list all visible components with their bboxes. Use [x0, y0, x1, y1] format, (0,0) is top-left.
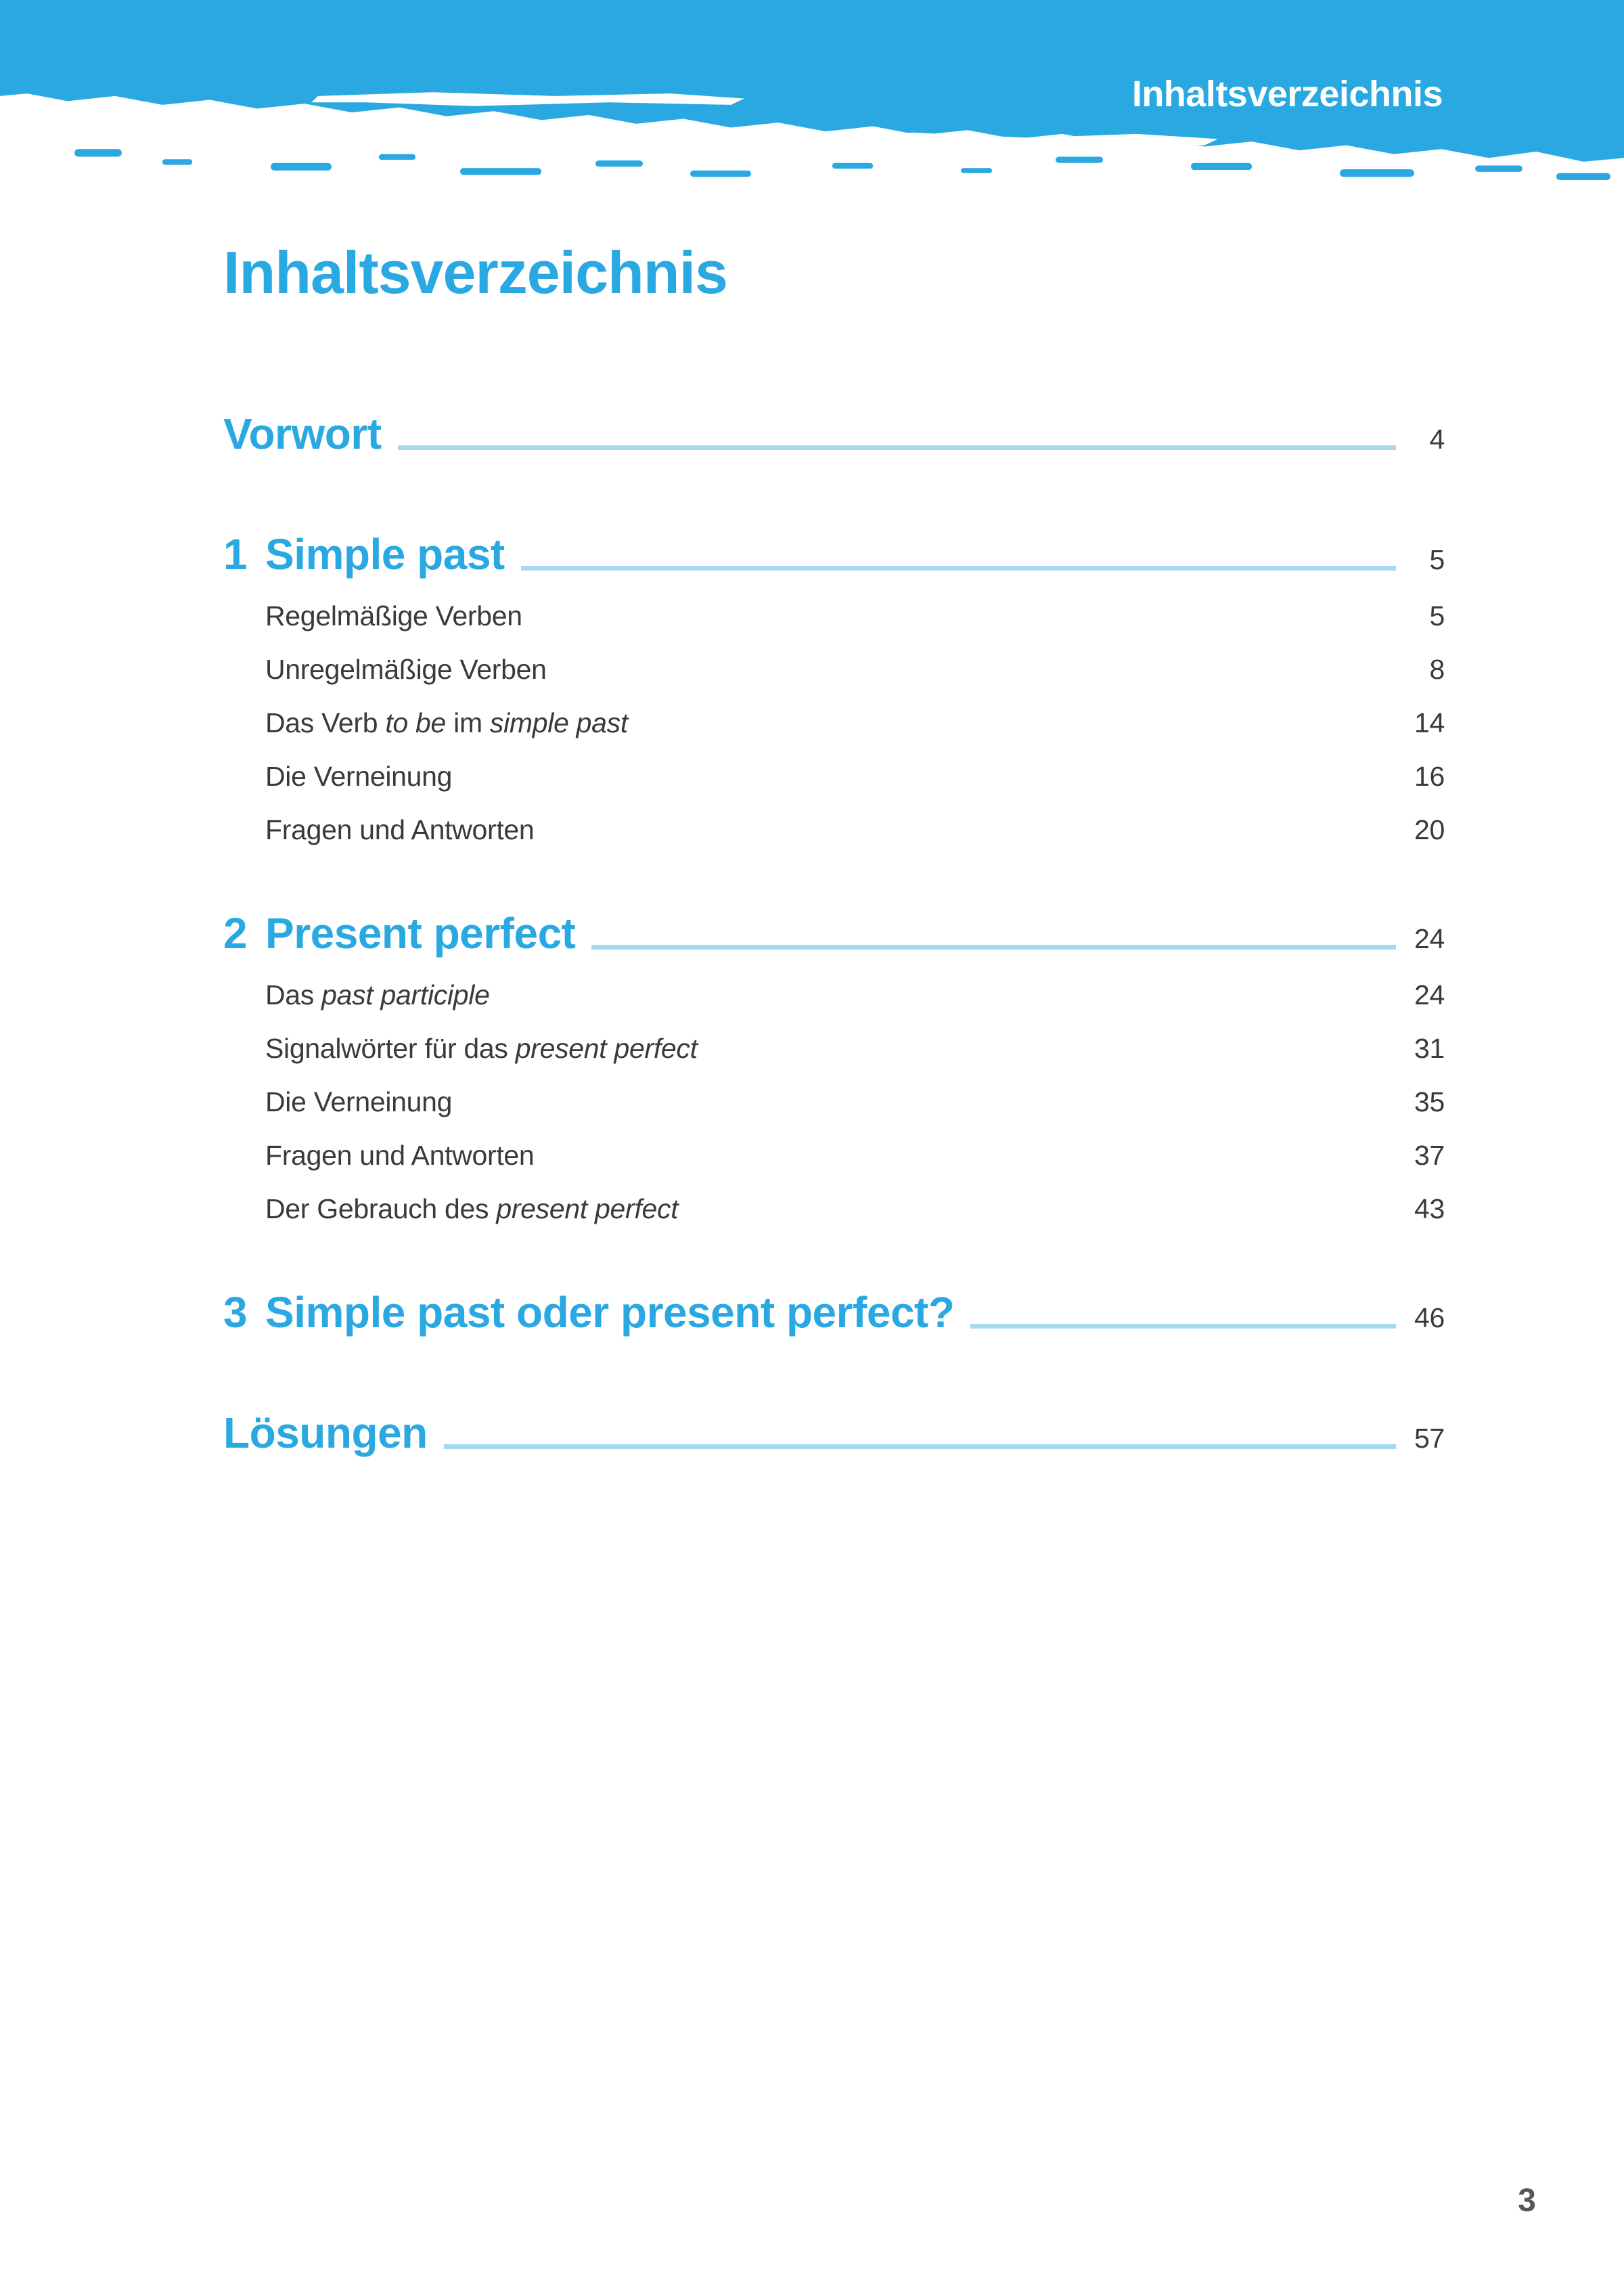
- entry-text: Der Gebrauch des present perfect: [265, 1193, 679, 1224]
- entry-page-number: 31: [1414, 1033, 1445, 1064]
- entry-page-number: 43: [1414, 1193, 1445, 1224]
- page-number-footer: 3: [1518, 2183, 1536, 2219]
- leader-line: [398, 445, 1396, 450]
- entry-page-number: 4: [1429, 424, 1445, 455]
- toc-entry-label: [223, 1289, 954, 1336]
- toc-entry-label: [265, 1075, 452, 1129]
- toc-row: [223, 643, 1445, 696]
- toc-row: [223, 803, 1445, 857]
- toc-content: [223, 240, 1445, 1456]
- toc-entry-label: [223, 1409, 428, 1456]
- entry-text: Fragen und Antworten: [265, 1140, 535, 1171]
- entry-text: Signalwörter für das present perfect: [265, 1033, 698, 1064]
- toc-row: [223, 969, 1445, 1022]
- toc-entry-label: [265, 1182, 678, 1236]
- toc-row: [223, 750, 1445, 803]
- toc-row: [223, 1289, 1445, 1336]
- entry-text: Fragen und Antworten: [265, 814, 535, 845]
- entry-page-number: 46: [1414, 1302, 1445, 1333]
- page-title: Inhaltsverzeichnis: [223, 239, 727, 306]
- leader-line: [591, 945, 1396, 950]
- toc-row: [223, 910, 1445, 957]
- toc-row: [223, 696, 1445, 750]
- toc-list: [223, 410, 1445, 1456]
- toc-entry-label: [265, 969, 490, 1022]
- running-head: Inhaltsverzeichnis: [1131, 74, 1443, 114]
- entry-text: Regelmäßige Verben: [265, 600, 522, 631]
- entry-page-number: 5: [1429, 544, 1445, 575]
- toc-entry-label: [265, 1129, 534, 1182]
- header-brush-band: [0, 0, 1624, 190]
- entry-page-number: 20: [1414, 814, 1445, 845]
- entry-text: Das past participle: [265, 979, 490, 1010]
- entry-page-number: 14: [1414, 707, 1445, 738]
- entry-text: Unregelmäßige Verben: [265, 654, 547, 685]
- toc-row: [223, 1182, 1445, 1236]
- toc-row: [223, 410, 1445, 458]
- leader-line: [970, 1324, 1396, 1329]
- entry-text: Vorwort: [223, 409, 382, 458]
- entry-page-number: 57: [1414, 1423, 1445, 1454]
- entry-text: Present perfect: [265, 909, 576, 958]
- toc-row: [223, 1409, 1445, 1456]
- toc-row: [223, 1129, 1445, 1182]
- chapter-number: 1: [223, 530, 248, 579]
- toc-entry-label: [265, 750, 452, 803]
- entry-text: Simple past: [265, 530, 505, 579]
- toc-entry-label: [265, 643, 547, 696]
- toc-entry-label: [265, 589, 522, 643]
- toc-entry-label: [265, 1022, 698, 1075]
- entry-text: Lösungen: [223, 1408, 428, 1457]
- toc-entry-label: [223, 910, 575, 957]
- entry-page-number: 37: [1414, 1140, 1445, 1171]
- entry-page-number: 24: [1414, 979, 1445, 1010]
- toc-entry-label: [265, 696, 628, 750]
- chapter-number: 3: [223, 1288, 248, 1337]
- toc-row: [223, 1075, 1445, 1129]
- entry-page-number: 16: [1414, 761, 1445, 792]
- entry-text: Die Verneinung: [265, 761, 453, 792]
- toc-row: [223, 1022, 1445, 1075]
- leader-line: [444, 1444, 1396, 1449]
- toc-entry-label: [265, 803, 534, 857]
- leader-line: [521, 566, 1396, 571]
- entry-text: Simple past oder present perfect?: [265, 1288, 955, 1337]
- toc-row: [223, 531, 1445, 578]
- entry-text: Das Verb to be im simple past: [265, 707, 628, 738]
- entry-page-number: 5: [1429, 600, 1445, 631]
- entry-text: Die Verneinung: [265, 1086, 453, 1117]
- toc-entry-label: [223, 410, 382, 458]
- entry-page-number: 24: [1414, 923, 1445, 954]
- toc-entry-label: [223, 531, 505, 578]
- toc-row: [223, 589, 1445, 643]
- entry-page-number: 8: [1429, 654, 1445, 685]
- entry-page-number: 35: [1414, 1086, 1445, 1117]
- chapter-number: 2: [223, 909, 248, 958]
